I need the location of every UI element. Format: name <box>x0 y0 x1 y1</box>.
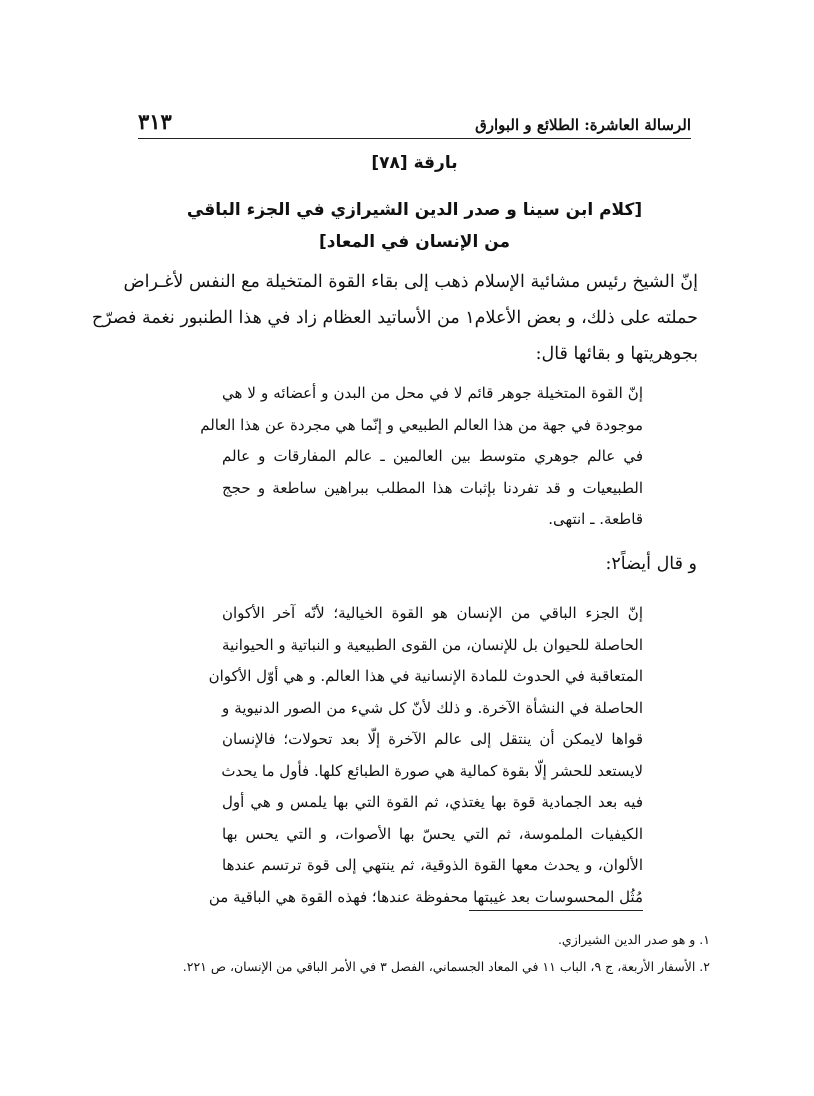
quote-line: إنّ الجزء الباقي من الإنسان هو القوة الخيالية؛ لأنّه آخر الأكوان <box>222 604 643 622</box>
quote-line: إنّ القوة المتخيلة جوهر قائم لا في محل من البدن و أعضائه و لا هي <box>222 384 643 402</box>
said-also-line: و قال أيضاً٢: <box>605 554 697 574</box>
intro-line: بجوهريتها و بقائها قال: <box>535 344 698 364</box>
quote-line: مُثُل المحسوسات بعد غيبتها محفوظة عندها؛ فهذه القوة هي الباقية من <box>208 887 643 906</box>
page-header <box>138 104 691 134</box>
section-number-heading: بارقة [٧٨] <box>371 153 458 173</box>
quote-line: قاطعة. ـ انتهى. <box>548 510 643 528</box>
quote-line: المتعاقبة في الحدوث للمادة الإنسانية في هذا العالم. و هي أوّل الأكوان <box>208 667 643 685</box>
quote-line: فيه بعد الجمادية قوة بها يغتذي، ثم القوة التي بها يلمس و هي أول <box>222 793 643 811</box>
section-title-line-2: من الإنسان في المعاد] <box>318 232 511 252</box>
section-title-line-1: [كلام ابن سينا و صدر الدين الشيرازي في الجزء الباقي <box>186 200 643 220</box>
footnote-1: ١. و هو صدر الدين الشيرازي. <box>557 932 710 947</box>
intro-paragraph <box>91 264 698 372</box>
header-divider <box>138 138 691 139</box>
quote-line: الألوان، و يحدث معها القوة الذوقية، ثم ينتهي إلى قوة ترتسم عندها <box>222 856 643 874</box>
intro-line: حملته على ذلك، و بعض الأعلام١ من الأساتيد العظام زاد في هذا الطنبور نغمة فصرّح <box>91 308 698 328</box>
quote-line: الحاصلة للحيوان بل للإنسان، من القوى الطبيعية و النباتية و الحيوانية <box>222 635 643 654</box>
intro-line: إنّ الشيخ رئيس مشائية الإسلام ذهب إلى بقاء القوة المتخيلة مع النفس لأغـراض <box>123 272 698 292</box>
quote-line: موجودة في جهة من هذا العالم الطبيعي و إنّما هي مجردة عن هذا العالم <box>200 415 643 434</box>
running-title: الرسالة العاشرة: الطلائع و البوارق <box>475 116 691 134</box>
quote-line: قواها لايمكن أن ينتقل إلى عالم الآخرة إلّا بعد تحولات؛ فالإنسان <box>222 730 643 748</box>
quote-line: الحاصلة في النشأة الآخرة. و ذلك لأنّ كل شيء من الصور الدنيوية و <box>222 698 643 717</box>
quote-line: الطبيعيات و قد تفردنا بإثبات هذا المطلب ببراهين ساطعة و حجج <box>222 478 643 497</box>
quote-line: الكيفيات الملموسة، ثم التي يحسّ بها الأصوات، و التي يحس بها <box>222 824 643 843</box>
footnote-divider <box>469 910 643 911</box>
quote-line: في عالم جوهري متوسط بين العالمين ـ عالم المفارقات و عالم <box>222 447 643 465</box>
footnote-2: ٢. الأسفار الأربعة، ج ٩، الباب ١١ في المعاد الجسماني، الفصل ٣ في الأمر الباقي من الإنسان، ص ٢٢١. <box>182 959 710 974</box>
quote-block-1 <box>200 378 643 536</box>
page-number: ٣١٣ <box>138 109 172 134</box>
quote-block-2 <box>208 598 643 913</box>
footnotes <box>150 926 710 980</box>
quote-line: لايستعد للحشر إلّا بقوة كمالية هي صورة الطبائع كلها. فأول ما يحدث <box>221 761 643 780</box>
